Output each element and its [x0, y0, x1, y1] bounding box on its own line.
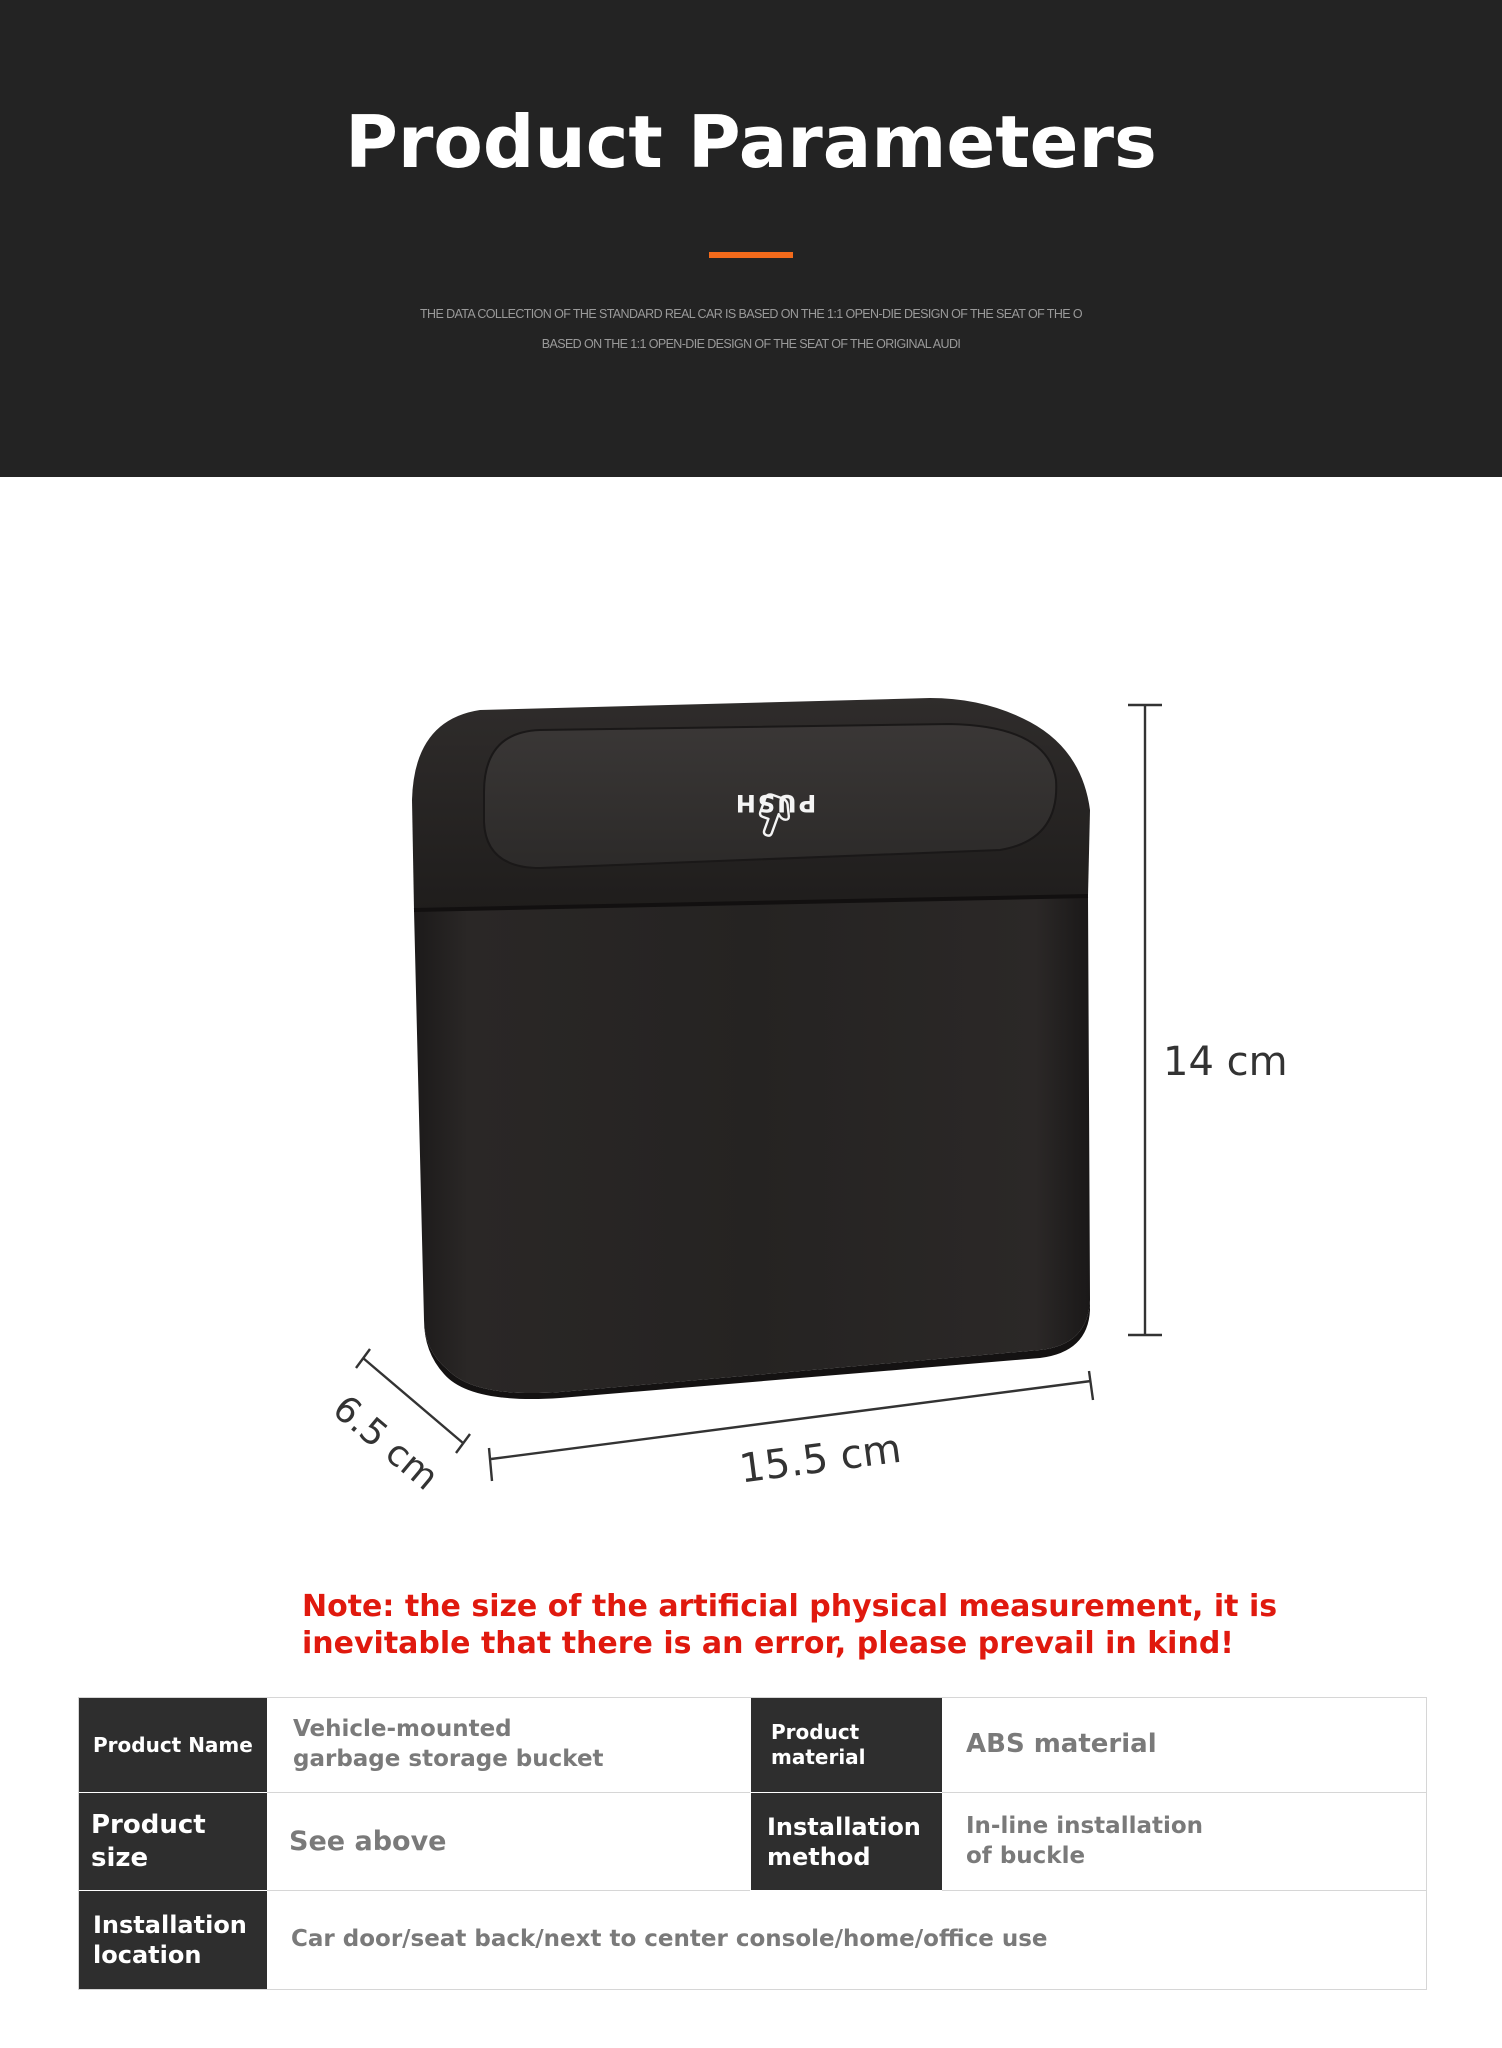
- row-divider: [942, 1890, 1426, 1891]
- product-size-label-text: Product size: [91, 1810, 206, 1873]
- installation-method-value-line-1: In-line installation: [966, 1812, 1204, 1839]
- product-name-value-line-2: garbage storage bucket: [293, 1746, 604, 1772]
- product-size-value: [267, 1793, 750, 1890]
- installation-location-label-line-1: Installation: [93, 1911, 247, 1939]
- row-divider: [751, 1792, 942, 1793]
- installation-method-value-line-2: of buckle: [966, 1842, 1086, 1869]
- installation-location-label-line-2: location: [93, 1941, 202, 1969]
- measurement-note: [302, 1588, 1282, 1662]
- row-divider: [267, 1792, 750, 1793]
- product-material-label-line-1: Product: [771, 1720, 860, 1744]
- product-name-label-text: Product Name: [93, 1732, 253, 1757]
- product-size-value-text: See above: [289, 1825, 447, 1857]
- note-line-2: inevitable that there is an error, please prevail in kind!: [302, 1626, 1234, 1661]
- height-dimension: [1128, 705, 1162, 1335]
- row-divider: [942, 1792, 1426, 1793]
- installation-location-value: [267, 1891, 1426, 1989]
- note-line-1: Note: the size of the artificial physical measurement, it is: [302, 1589, 1278, 1624]
- product-size-label: [79, 1793, 267, 1890]
- product-material-label: [751, 1698, 942, 1792]
- product-name-label: [79, 1698, 267, 1792]
- header-banner: [0, 0, 1502, 477]
- push-label: PUSH: [733, 789, 817, 817]
- width-label: 15.5 cm: [736, 1425, 904, 1493]
- product-name-value: [267, 1698, 750, 1792]
- product-name-value-line-1: Vehicle-mounted: [293, 1716, 512, 1743]
- installation-location-value-text: Car door/seat back/next to center console/home/office use: [291, 1926, 1048, 1953]
- row-divider: [79, 1890, 267, 1891]
- product-figure: [0, 477, 1502, 1537]
- title-accent-bar: [709, 252, 793, 258]
- header-subtitle-line-2: BASED ON THE 1:1 OPEN-DIE DESIGN OF THE SEAT OF THE ORIGINAL AUDI: [541, 337, 961, 351]
- spec-table: [78, 1697, 1427, 1990]
- installation-location-label: [79, 1891, 267, 1989]
- installation-method-value: [942, 1793, 1426, 1890]
- header-subtitle-line-1: THE DATA COLLECTION OF THE STANDARD REAL CAR IS BASED ON THE 1:1 OPEN-DIE DESIGN OF THE SEAT OF THE O: [420, 307, 1082, 321]
- row-divider: [267, 1890, 750, 1891]
- installation-method-label-line-2: method: [767, 1842, 871, 1871]
- product-material-value: [942, 1698, 1426, 1792]
- depth-label: 6.5 cm: [324, 1387, 446, 1499]
- product-illustration: [0, 477, 1502, 1537]
- row-divider: [79, 1792, 267, 1793]
- product-material-label-line-2: material: [771, 1745, 866, 1769]
- installation-method-label: [751, 1793, 942, 1890]
- height-label: 14 cm: [1163, 1039, 1288, 1085]
- installation-method-label-line-1: Installation: [767, 1812, 921, 1841]
- product-material-value-text: ABS material: [966, 1729, 1157, 1760]
- trash-bin-body: [414, 896, 1090, 1399]
- page-title: Product Parameters: [345, 100, 1157, 184]
